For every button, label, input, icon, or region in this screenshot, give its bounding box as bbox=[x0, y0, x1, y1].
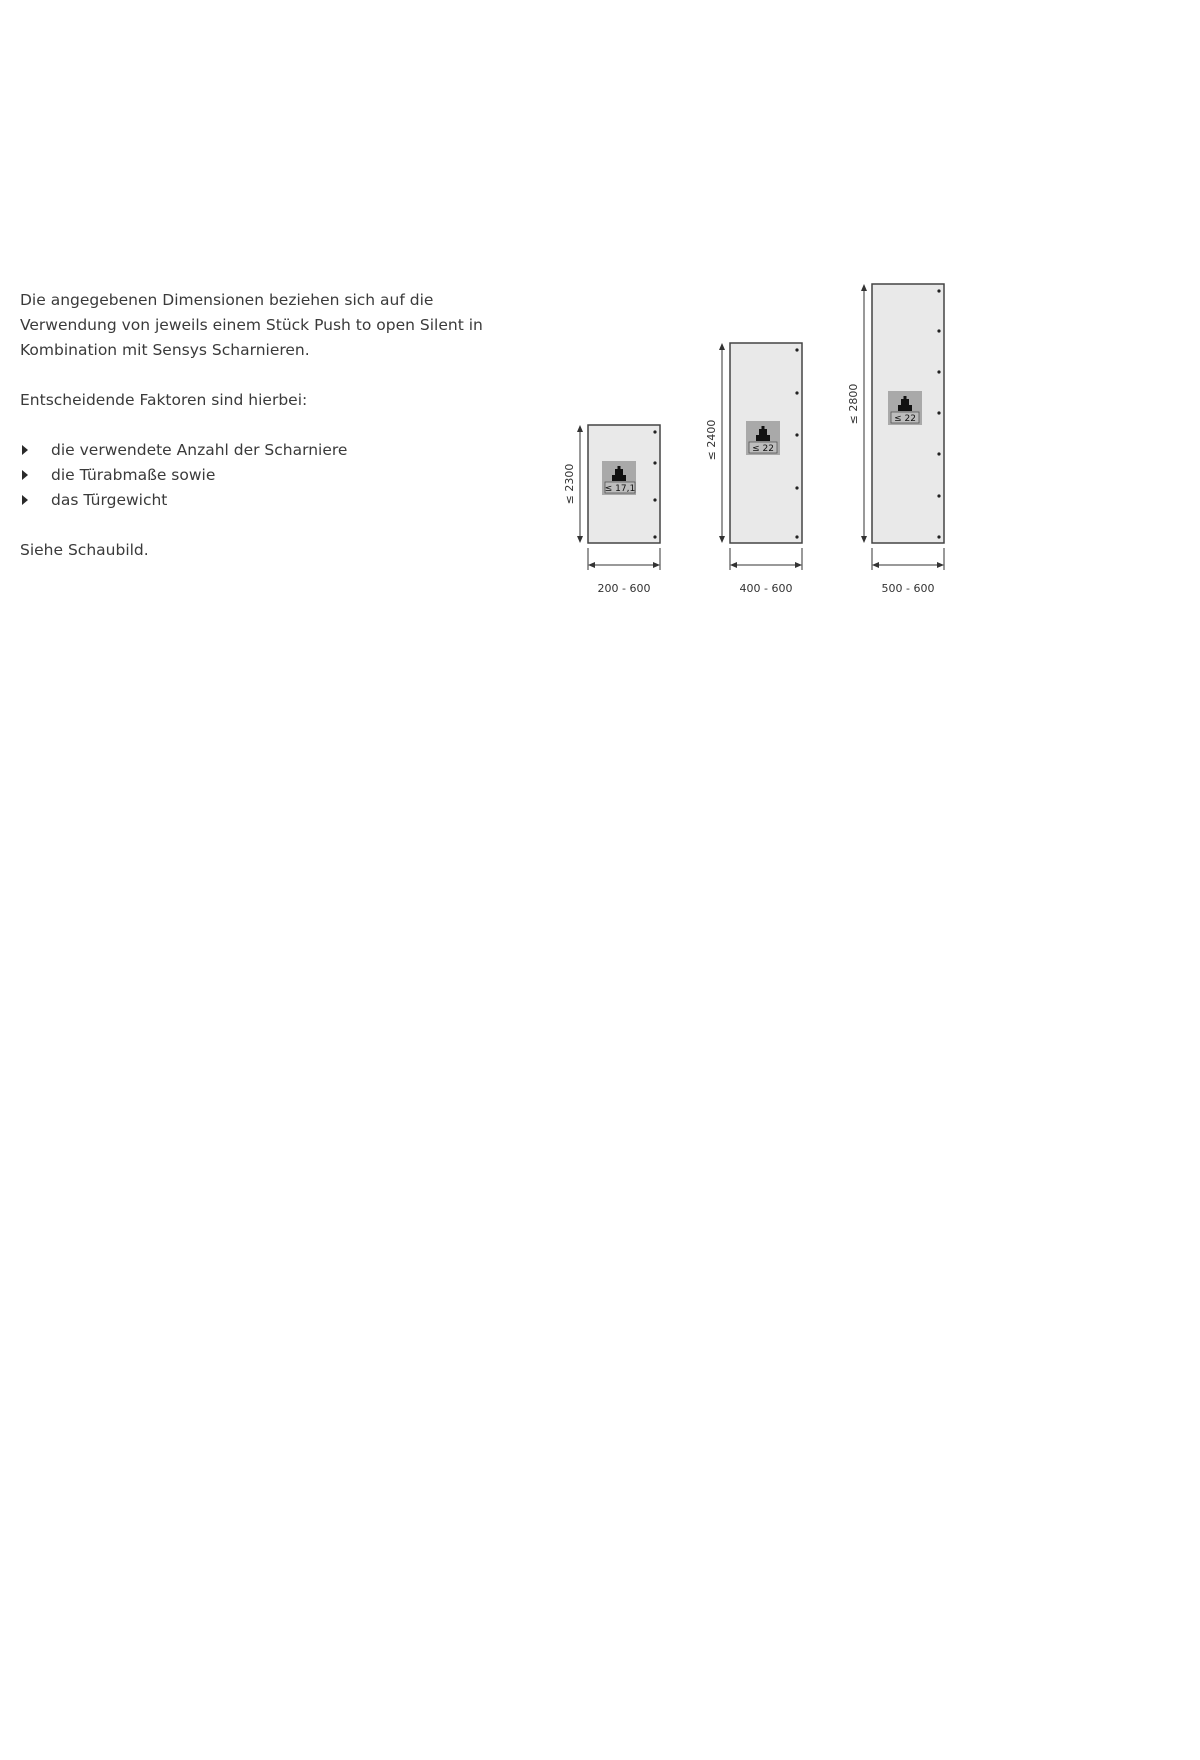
hinge-dot bbox=[937, 289, 940, 292]
arrow-down-icon bbox=[861, 536, 867, 543]
width-label: 500 - 600 bbox=[881, 582, 935, 595]
arrow-down-icon bbox=[577, 536, 583, 543]
width-label: 400 - 600 bbox=[739, 582, 793, 595]
factor-item bbox=[20, 488, 500, 513]
arrow-right-icon bbox=[937, 562, 944, 568]
hinge-dot bbox=[795, 391, 798, 394]
factor-label: die verwendete Anzahl der Scharniere bbox=[51, 441, 348, 459]
weight-label: ≤ 22 bbox=[752, 444, 774, 454]
hinge-dot bbox=[653, 430, 656, 433]
arrow-up-icon bbox=[719, 343, 725, 350]
factors-list bbox=[20, 438, 500, 513]
door-large bbox=[847, 284, 944, 595]
hinge-dot bbox=[795, 486, 798, 489]
height-label: ≤ 2800 bbox=[847, 383, 860, 425]
arrow-down-icon bbox=[719, 536, 725, 543]
arrow-left-icon bbox=[730, 562, 737, 568]
bullet-arrow-icon bbox=[22, 495, 28, 505]
hinge-dot bbox=[795, 535, 798, 538]
reference-note: Siehe Schaubild. bbox=[20, 541, 149, 559]
factor-label: die Türabmaße sowie bbox=[51, 466, 216, 484]
hinge-dot bbox=[653, 498, 656, 501]
bullet-arrow-icon bbox=[22, 470, 28, 480]
door-small bbox=[563, 425, 660, 595]
weight-badge bbox=[746, 421, 780, 455]
hinge-dot bbox=[795, 348, 798, 351]
factor-item bbox=[20, 463, 500, 488]
weight-badge bbox=[888, 391, 922, 425]
hinge-dot bbox=[937, 411, 940, 414]
description-text bbox=[20, 288, 500, 563]
hinge-dot bbox=[653, 535, 656, 538]
hinge-dot bbox=[937, 370, 940, 373]
height-label: ≤ 2300 bbox=[563, 463, 576, 505]
hinge-dot bbox=[937, 494, 940, 497]
door-dimension-diagram bbox=[560, 280, 980, 610]
bullet-arrow-icon bbox=[22, 445, 28, 455]
arrow-right-icon bbox=[653, 562, 660, 568]
intro-paragraph: Die angegebenen Dimensionen beziehen sich auf die Verwendung von jeweils einem Stück Push to open Silent in Kombination mit Sensys Scharnieren. bbox=[20, 291, 483, 359]
factor-label: das Türgewicht bbox=[51, 491, 168, 509]
hinge-dot bbox=[937, 452, 940, 455]
arrow-right-icon bbox=[795, 562, 802, 568]
width-label: 200 - 600 bbox=[597, 582, 651, 595]
hinge-dot bbox=[937, 329, 940, 332]
weight-label: ≤ 22 bbox=[894, 414, 916, 424]
arrow-left-icon bbox=[872, 562, 879, 568]
arrow-up-icon bbox=[577, 425, 583, 432]
arrow-up-icon bbox=[861, 284, 867, 291]
hinge-dot bbox=[937, 535, 940, 538]
weight-label: ≤ 17,1 bbox=[604, 484, 636, 494]
hinge-dot bbox=[795, 433, 798, 436]
factors-heading: Entscheidende Faktoren sind hierbei: bbox=[20, 391, 308, 409]
factor-item bbox=[20, 438, 500, 463]
arrow-left-icon bbox=[588, 562, 595, 568]
height-label: ≤ 2400 bbox=[705, 419, 718, 461]
weight-badge bbox=[602, 461, 636, 495]
hinge-dot bbox=[653, 461, 656, 464]
door-medium bbox=[705, 343, 802, 595]
